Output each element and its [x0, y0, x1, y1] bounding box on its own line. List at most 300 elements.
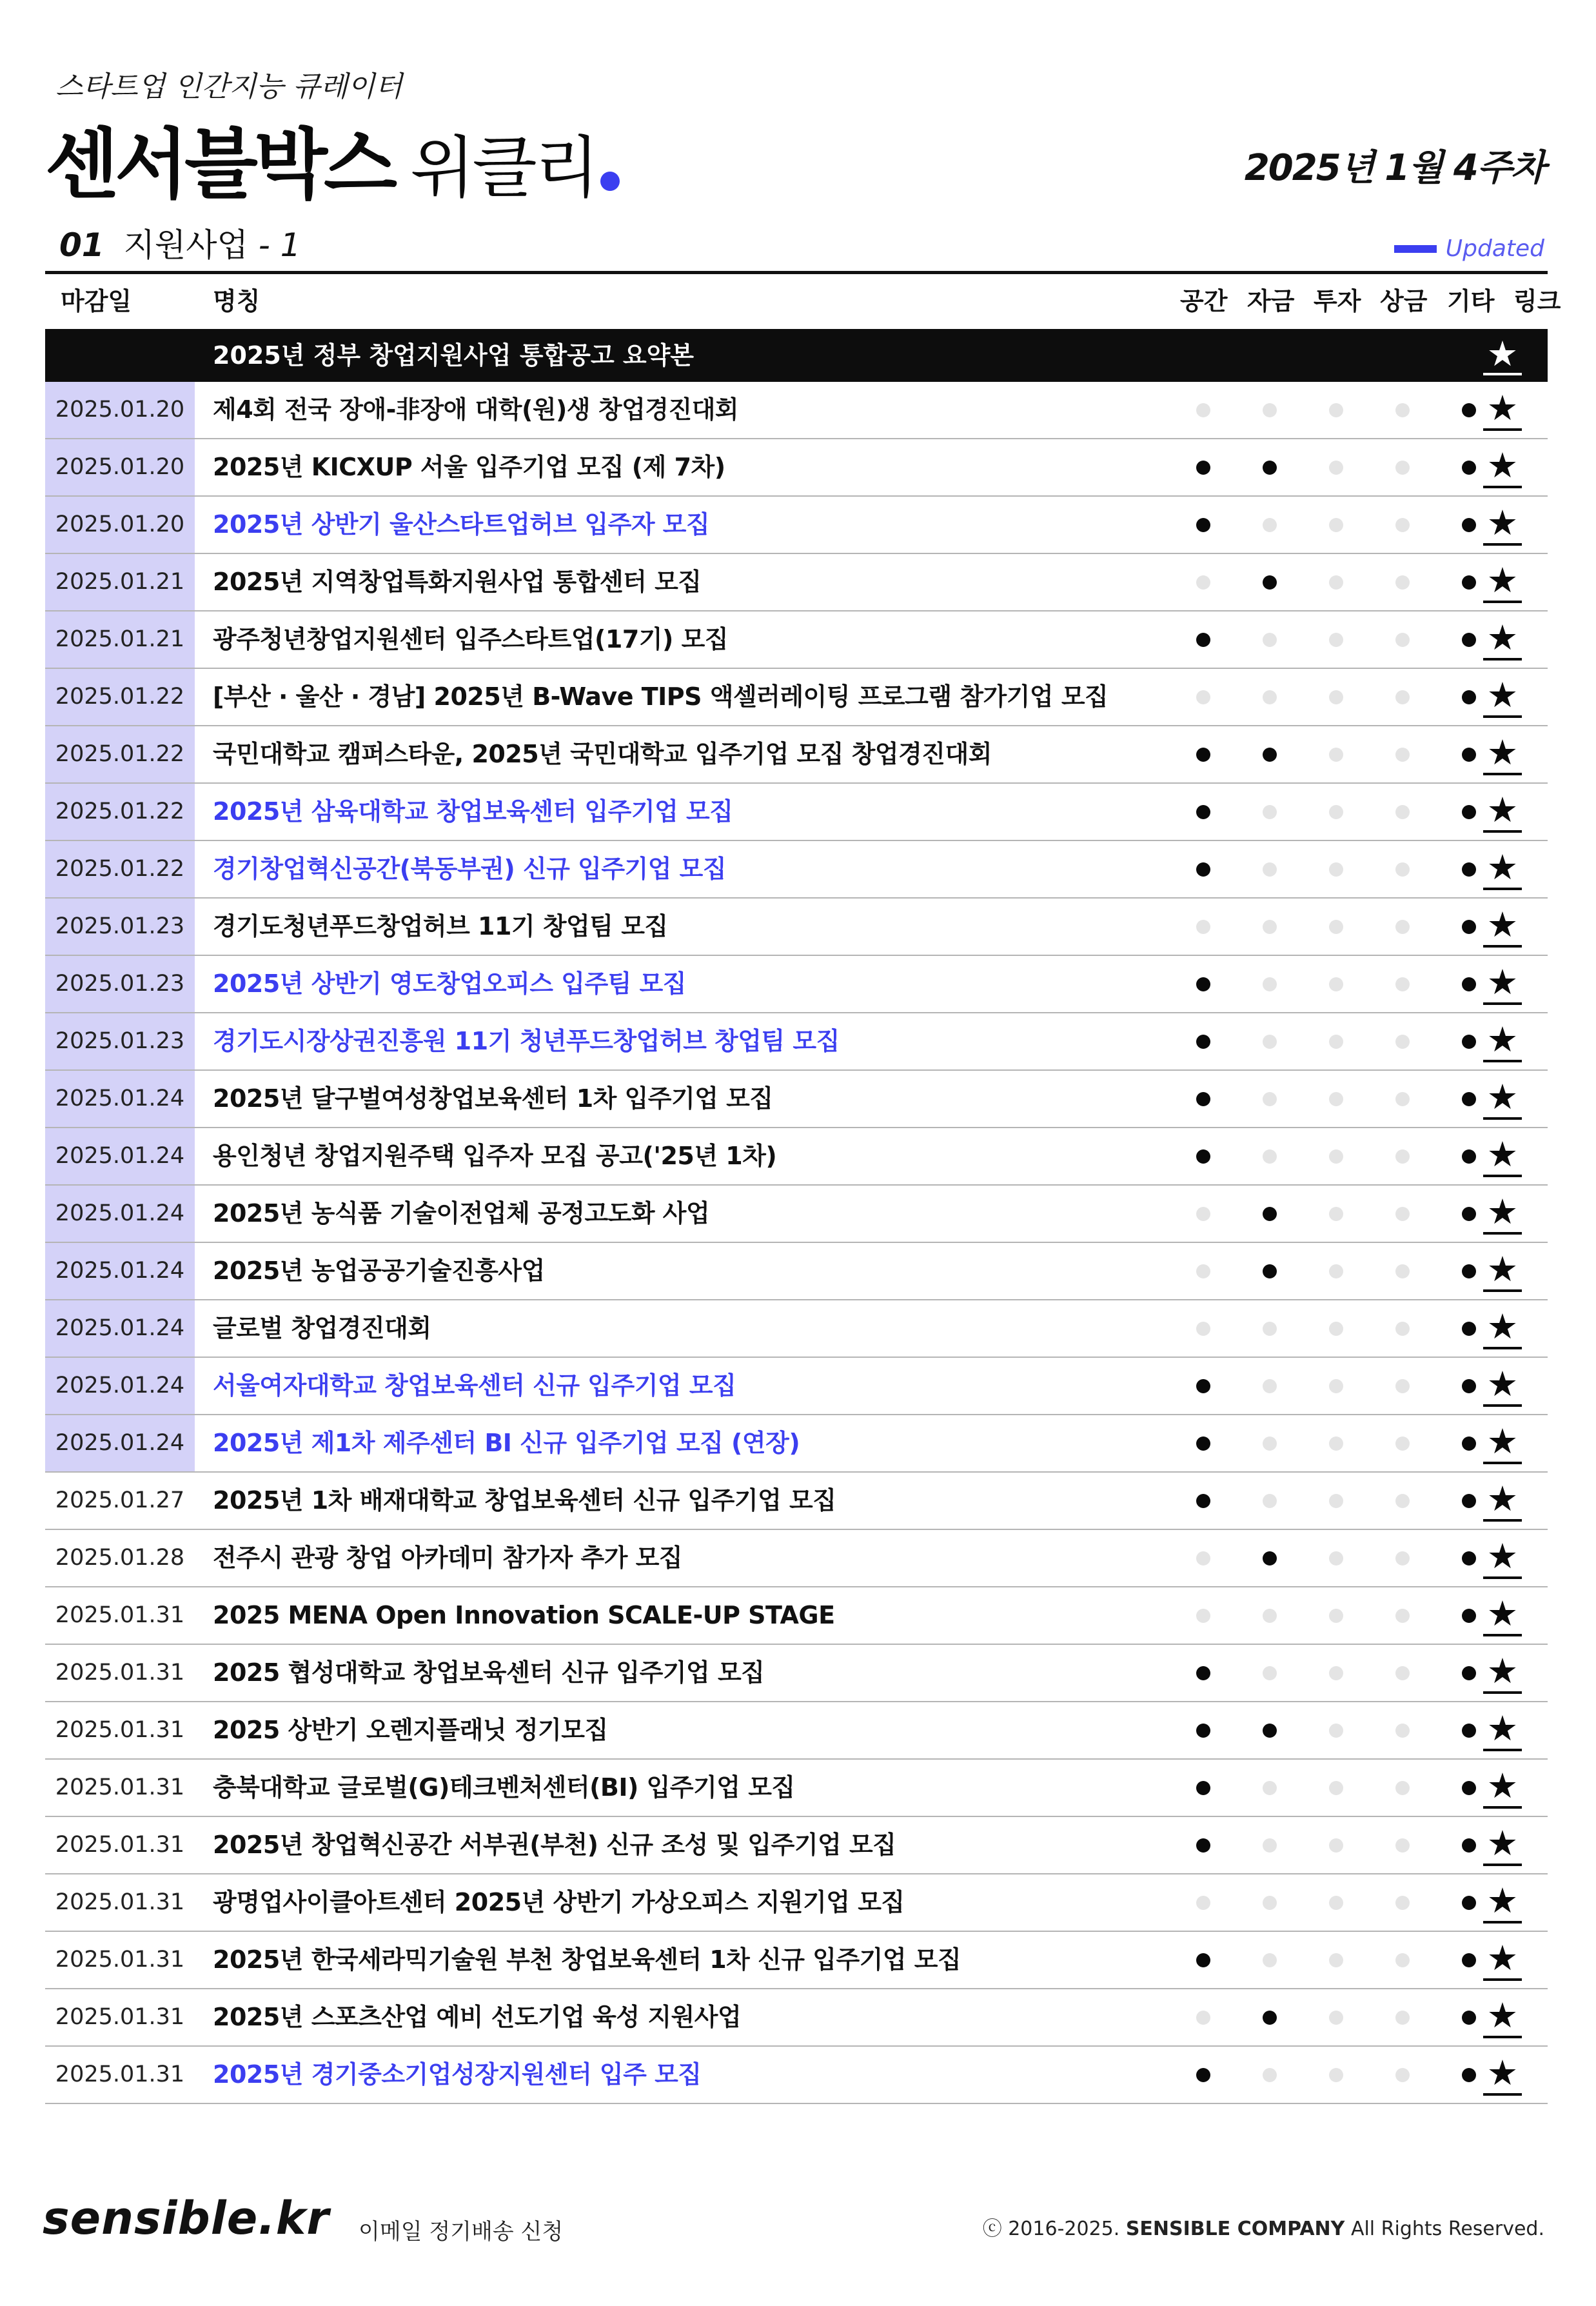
flag-space-off-icon [1196, 1264, 1210, 1278]
copyright [983, 2212, 1544, 2241]
row-name: 광주청년창업지원센터 입주스타트업(17기) 모집 [213, 625, 729, 653]
flag-fund-on-icon [1263, 1207, 1277, 1221]
flag-prize-off-icon [1395, 1322, 1410, 1336]
flag-etc-on-icon [1462, 403, 1476, 417]
link-star-icon[interactable]: ★ [1483, 2054, 1522, 2096]
row-name: 2025 MENA Open Innovation SCALE-UP STAGE [213, 1601, 835, 1629]
row-name: 용인청년 창업지원주택 입주자 모집 공고('25년 1차) [213, 1142, 777, 1170]
header-invest: 투자 [1314, 287, 1361, 315]
flag-fund-on-icon [1263, 461, 1277, 475]
row-name: 2025년 상반기 영도창업오피스 입주팀 모집 [213, 969, 687, 998]
flag-etc-on-icon [1462, 748, 1476, 762]
table-row [45, 1415, 1548, 1473]
table-row [45, 899, 1548, 956]
flag-prize-off-icon [1395, 1896, 1410, 1910]
flag-fund-off-icon [1263, 1322, 1277, 1336]
flag-invest-off-icon [1329, 518, 1343, 532]
table-row [45, 1645, 1548, 1702]
flag-etc-on-icon [1462, 1781, 1476, 1795]
flag-space-on-icon [1196, 748, 1210, 762]
table-row [45, 1587, 1548, 1645]
flag-etc-on-icon [1462, 2068, 1476, 2082]
flag-fund-off-icon [1263, 1035, 1277, 1049]
flag-invest-off-icon [1329, 2011, 1343, 2025]
row-deadline: 2025.01.23 [45, 956, 195, 1012]
flag-invest-off-icon [1329, 1149, 1343, 1164]
weekly-title: 위클리 [409, 128, 597, 207]
flag-prize-off-icon [1395, 1551, 1410, 1565]
footer-logo[interactable]: sensible.kr [43, 2192, 330, 2245]
flag-prize-off-icon [1395, 805, 1410, 819]
link-star-icon[interactable]: ★ [1483, 1308, 1522, 1349]
row-deadline: 2025.01.27 [55, 1487, 185, 1513]
link-star-icon[interactable]: ★ [1483, 619, 1522, 661]
flag-prize-off-icon [1395, 862, 1410, 877]
flag-prize-off-icon [1395, 2068, 1410, 2082]
flag-etc-on-icon [1462, 1838, 1476, 1853]
row-deadline: 2025.01.24 [45, 1071, 195, 1127]
flag-etc-on-icon [1462, 1149, 1476, 1164]
row-deadline: 2025.01.22 [45, 726, 195, 782]
table-row [45, 1817, 1548, 1874]
flag-prize-off-icon [1395, 1092, 1410, 1106]
header-etc: 기타 [1447, 287, 1495, 315]
row-name: 경기도청년푸드창업허브 11기 창업팀 모집 [213, 912, 668, 940]
table-row [45, 1530, 1548, 1587]
flag-invest-off-icon [1329, 690, 1343, 704]
link-star-icon[interactable]: ★ [1483, 1997, 1522, 2038]
summary-title: 2025년 정부 창업지원사업 통합공고 요약본 [213, 341, 695, 370]
flag-space-off-icon [1196, 2011, 1210, 2025]
flag-invest-off-icon [1329, 805, 1343, 819]
flag-etc-on-icon [1462, 1092, 1476, 1106]
row-deadline: 2025.01.31 [55, 1602, 185, 1628]
flag-prize-off-icon [1395, 1264, 1410, 1278]
flag-fund-off-icon [1263, 1092, 1277, 1106]
link-star-icon[interactable]: ★ [1483, 1423, 1522, 1464]
flag-invest-off-icon [1329, 1207, 1343, 1221]
flag-etc-on-icon [1462, 518, 1476, 532]
company-name: SENSIBLE COMPANY [1125, 2218, 1345, 2240]
flag-etc-on-icon [1462, 1724, 1476, 1738]
flag-invest-off-icon [1329, 2068, 1343, 2082]
updated-legend [1394, 235, 1544, 262]
header-deadline: 마감일 [61, 287, 132, 315]
flag-space-on-icon [1196, 633, 1210, 647]
flag-prize-off-icon [1395, 633, 1410, 647]
table-row [45, 841, 1548, 899]
flag-space-on-icon [1196, 1494, 1210, 1508]
flag-fund-on-icon [1263, 2011, 1277, 2025]
flag-space-on-icon [1196, 1092, 1210, 1106]
row-name: 2025 상반기 오렌지플래닛 정기모집 [213, 1716, 608, 1744]
flag-invest-off-icon [1329, 1953, 1343, 1967]
link-star-icon[interactable]: ★ [1483, 677, 1522, 718]
flag-etc-on-icon [1462, 1551, 1476, 1565]
week-label: 2025년 1월 4주차 [1244, 147, 1544, 189]
flag-invest-off-icon [1329, 1666, 1343, 1680]
flag-etc-on-icon [1462, 1207, 1476, 1221]
row-deadline: 2025.01.31 [55, 1774, 185, 1800]
header-name: 명칭 [213, 287, 261, 315]
table-row [45, 554, 1548, 611]
link-star-icon[interactable]: ★ [1483, 1882, 1522, 1923]
flag-invest-off-icon [1329, 1494, 1343, 1508]
updated-swatch-icon [1394, 245, 1437, 253]
row-deadline: 2025.01.23 [45, 1013, 195, 1069]
newsletter-title [45, 103, 620, 213]
flag-fund-on-icon [1263, 1551, 1277, 1565]
flag-invest-off-icon [1329, 1724, 1343, 1738]
row-deadline: 2025.01.22 [45, 784, 195, 840]
link-star-icon[interactable]: ★ [1483, 390, 1522, 431]
link-star-icon[interactable]: ★ [1483, 1136, 1522, 1177]
row-deadline: 2025.01.24 [45, 1300, 195, 1357]
row-deadline: 2025.01.24 [45, 1128, 195, 1184]
flag-space-on-icon [1196, 1953, 1210, 1967]
flag-invest-off-icon [1329, 1838, 1343, 1853]
flag-invest-off-icon [1329, 1379, 1343, 1393]
row-name: 2025년 지역창업특화지원사업 통합센터 모집 [213, 568, 702, 596]
flag-fund-off-icon [1263, 1609, 1277, 1623]
link-star-icon[interactable]: ★ [1483, 1940, 1522, 1981]
table-row [45, 784, 1548, 841]
flag-fund-off-icon [1263, 1666, 1277, 1680]
flag-fund-off-icon [1263, 518, 1277, 532]
flag-invest-off-icon [1329, 1436, 1343, 1451]
flag-space-on-icon [1196, 977, 1210, 991]
flag-prize-off-icon [1395, 461, 1410, 475]
flag-space-off-icon [1196, 1896, 1210, 1910]
link-star-icon[interactable]: ★ [1483, 1767, 1522, 1809]
flag-space-on-icon [1196, 805, 1210, 819]
flag-fund-off-icon [1263, 1379, 1277, 1393]
table-row [45, 497, 1548, 554]
updated-legend-label: Updated [1445, 235, 1544, 262]
flag-space-on-icon [1196, 461, 1210, 475]
link-star-icon[interactable]: ★ [1483, 1480, 1522, 1522]
flag-fund-off-icon [1263, 862, 1277, 877]
flag-prize-off-icon [1395, 518, 1410, 532]
flag-fund-off-icon [1263, 1494, 1277, 1508]
row-deadline: 2025.01.20 [45, 439, 195, 495]
section-heading [59, 219, 300, 266]
flag-prize-off-icon [1395, 690, 1410, 704]
row-name: 2025년 농식품 기술이전업체 공정고도화 사업 [213, 1199, 710, 1228]
link-star-icon[interactable]: ★ [1483, 849, 1522, 890]
summary-link-star-icon[interactable]: ★ [1483, 335, 1522, 375]
flag-fund-off-icon [1263, 977, 1277, 991]
flag-fund-off-icon [1263, 805, 1277, 819]
flag-prize-off-icon [1395, 1838, 1410, 1853]
flag-invest-off-icon [1329, 403, 1343, 417]
table-row [45, 1989, 1548, 2047]
table-row [45, 1760, 1548, 1817]
row-name: 2025 협성대학교 창업보육센터 신규 입주기업 모집 [213, 1658, 765, 1687]
flag-prize-off-icon [1395, 403, 1410, 417]
flag-space-on-icon [1196, 1724, 1210, 1738]
link-star-icon[interactable]: ★ [1483, 447, 1522, 488]
flag-fund-on-icon [1263, 1264, 1277, 1278]
flag-space-off-icon [1196, 1609, 1210, 1623]
link-star-icon[interactable]: ★ [1483, 1653, 1522, 1694]
row-name: 제4회 전국 장애-非장애 대학(원)생 창업경진대회 [213, 395, 739, 424]
flag-fund-off-icon [1263, 403, 1277, 417]
flag-space-off-icon [1196, 403, 1210, 417]
row-name: [부산 · 울산 · 경남] 2025년 B-Wave TIPS 액셀러레이팅 프로그램 참가기업 모집 [213, 682, 1108, 711]
flag-space-on-icon [1196, 862, 1210, 877]
link-star-icon[interactable]: ★ [1483, 1251, 1522, 1292]
flag-space-on-icon [1196, 1149, 1210, 1164]
table-row [45, 726, 1548, 784]
flag-invest-off-icon [1329, 748, 1343, 762]
table-row [45, 1071, 1548, 1128]
link-star-icon[interactable]: ★ [1483, 562, 1522, 603]
row-name: 2025년 창업혁신공간 서부권(부천) 신규 조성 및 입주기업 모집 [213, 1831, 896, 1859]
flag-prize-off-icon [1395, 1724, 1410, 1738]
row-name: 2025년 농업공공기술진흥사업 [213, 1257, 545, 1285]
row-deadline: 2025.01.24 [45, 1358, 195, 1414]
flag-space-off-icon [1196, 1322, 1210, 1336]
flag-etc-on-icon [1462, 920, 1476, 934]
link-star-icon[interactable]: ★ [1483, 1366, 1522, 1407]
header-subtitle: 스타트업 인간지능 큐레이터 [55, 70, 403, 103]
row-name: 2025년 달구벌여성창업보육센터 1차 입주기업 모집 [213, 1084, 773, 1113]
flag-invest-off-icon [1329, 1896, 1343, 1910]
table-row [45, 439, 1548, 497]
flag-etc-on-icon [1462, 805, 1476, 819]
row-name: 2025년 KICXUP 서울 입주기업 모집 (제 7차) [213, 453, 725, 481]
link-star-icon[interactable]: ★ [1483, 1825, 1522, 1866]
row-name: 2025년 삼육대학교 창업보육센터 입주기업 모집 [213, 797, 733, 826]
table-row [45, 1300, 1548, 1358]
table-row [45, 1128, 1548, 1186]
table-row [45, 1702, 1548, 1760]
table-row [45, 382, 1548, 439]
title-dot-icon [600, 172, 620, 191]
row-deadline: 2025.01.31 [55, 1947, 185, 1973]
link-star-icon[interactable]: ★ [1483, 791, 1522, 833]
flag-prize-off-icon [1395, 1609, 1410, 1623]
flag-etc-on-icon [1462, 862, 1476, 877]
table-row [45, 1186, 1548, 1243]
row-deadline: 2025.01.31 [55, 1660, 185, 1685]
flag-etc-on-icon [1462, 1322, 1476, 1336]
flag-etc-on-icon [1462, 461, 1476, 475]
row-name: 2025년 1차 배재대학교 창업보육센터 신규 입주기업 모집 [213, 1486, 836, 1515]
link-star-icon[interactable]: ★ [1483, 964, 1522, 1005]
flag-invest-off-icon [1329, 977, 1343, 991]
flag-prize-off-icon [1395, 1379, 1410, 1393]
flag-invest-off-icon [1329, 575, 1343, 590]
flag-etc-on-icon [1462, 1379, 1476, 1393]
link-star-icon[interactable]: ★ [1483, 906, 1522, 948]
row-deadline: 2025.01.28 [55, 1545, 185, 1571]
flag-space-off-icon [1196, 920, 1210, 934]
row-name: 2025년 한국세라믹기술원 부천 창업보육센터 1차 신규 입주기업 모집 [213, 1945, 961, 1974]
row-name: 2025년 경기중소기업성장지원센터 입주 모집 [213, 2060, 702, 2089]
row-deadline: 2025.01.21 [45, 611, 195, 668]
flag-space-on-icon [1196, 1436, 1210, 1451]
flag-prize-off-icon [1395, 1035, 1410, 1049]
flag-prize-off-icon [1395, 920, 1410, 934]
flag-space-on-icon [1196, 1666, 1210, 1680]
link-star-icon[interactable]: ★ [1483, 1595, 1522, 1636]
flag-fund-off-icon [1263, 920, 1277, 934]
flag-invest-off-icon [1329, 920, 1343, 934]
link-star-icon[interactable]: ★ [1483, 1021, 1522, 1062]
flag-fund-off-icon [1263, 690, 1277, 704]
flag-prize-off-icon [1395, 2011, 1410, 2025]
table-row [45, 1874, 1548, 1932]
link-star-icon[interactable]: ★ [1483, 504, 1522, 546]
row-deadline: 2025.01.31 [55, 1832, 185, 1858]
program-table [45, 382, 1548, 2104]
flag-prize-off-icon [1395, 575, 1410, 590]
flag-etc-on-icon [1462, 633, 1476, 647]
summary-row [45, 329, 1548, 382]
flag-fund-off-icon [1263, 1781, 1277, 1795]
flag-invest-off-icon [1329, 1609, 1343, 1623]
flag-prize-off-icon [1395, 1666, 1410, 1680]
row-name: 2025년 스포츠산업 예비 선도기업 육성 지원사업 [213, 2003, 742, 2031]
header-link: 링크 [1513, 287, 1561, 315]
flag-prize-off-icon [1395, 1781, 1410, 1795]
flag-space-off-icon [1196, 690, 1210, 704]
row-deadline: 2025.01.24 [45, 1415, 195, 1471]
flag-invest-off-icon [1329, 1035, 1343, 1049]
row-deadline: 2025.01.22 [45, 841, 195, 897]
flag-fund-on-icon [1263, 1724, 1277, 1738]
flag-etc-on-icon [1462, 1609, 1476, 1623]
flag-fund-on-icon [1263, 575, 1277, 590]
row-name: 2025년 제1차 제주센터 BI 신규 입주기업 모집 (연장) [213, 1429, 800, 1457]
flag-prize-off-icon [1395, 1953, 1410, 1967]
table-row [45, 1358, 1548, 1415]
flag-fund-off-icon [1263, 1436, 1277, 1451]
flag-fund-off-icon [1263, 1149, 1277, 1164]
flag-fund-off-icon [1263, 1896, 1277, 1910]
row-deadline: 2025.01.24 [45, 1186, 195, 1242]
row-name: 서울여자대학교 창업보육센터 신규 입주기업 모집 [213, 1371, 736, 1400]
flag-prize-off-icon [1395, 1207, 1410, 1221]
flag-fund-on-icon [1263, 748, 1277, 762]
table-row [45, 1473, 1548, 1530]
row-name: 충북대학교 글로벌(G)테크벤처센터(BI) 입주기업 모집 [213, 1773, 795, 1802]
link-star-icon[interactable]: ★ [1483, 1710, 1522, 1751]
flag-invest-off-icon [1329, 1322, 1343, 1336]
flag-fund-off-icon [1263, 2068, 1277, 2082]
table-row [45, 669, 1548, 726]
table-row [45, 1013, 1548, 1071]
flag-prize-off-icon [1395, 1494, 1410, 1508]
flag-space-off-icon [1196, 1551, 1210, 1565]
flag-etc-on-icon [1462, 1953, 1476, 1967]
row-deadline: 2025.01.21 [45, 554, 195, 610]
section-title: 지원사업 [123, 226, 248, 264]
table-row [45, 1243, 1548, 1300]
row-deadline: 2025.01.20 [45, 382, 195, 438]
row-deadline: 2025.01.31 [55, 2004, 185, 2030]
flag-space-on-icon [1196, 518, 1210, 532]
flag-invest-off-icon [1329, 1551, 1343, 1565]
flag-fund-off-icon [1263, 1953, 1277, 1967]
row-name: 광명업사이클아트센터 2025년 상반기 가상오피스 지원기업 모집 [213, 1888, 905, 1916]
flag-prize-off-icon [1395, 977, 1410, 991]
link-star-icon[interactable]: ★ [1483, 734, 1522, 775]
flag-space-on-icon [1196, 1379, 1210, 1393]
flag-etc-on-icon [1462, 1035, 1476, 1049]
flag-etc-on-icon [1462, 977, 1476, 991]
table-row [45, 2047, 1548, 2104]
flag-space-on-icon [1196, 1838, 1210, 1853]
flag-etc-on-icon [1462, 575, 1476, 590]
subscribe-link[interactable]: 이메일 정기배송 신청 [359, 2219, 564, 2245]
flag-etc-on-icon [1462, 1436, 1476, 1451]
flag-prize-off-icon [1395, 748, 1410, 762]
row-deadline: 2025.01.24 [45, 1243, 195, 1299]
row-name: 글로벌 창업경진대회 [213, 1314, 431, 1342]
flag-etc-on-icon [1462, 1264, 1476, 1278]
flag-space-off-icon [1196, 1207, 1210, 1221]
row-deadline: 2025.01.31 [55, 1889, 185, 1915]
row-deadline: 2025.01.23 [45, 899, 195, 955]
flag-etc-on-icon [1462, 2011, 1476, 2025]
link-star-icon[interactable]: ★ [1483, 1078, 1522, 1120]
flag-space-on-icon [1196, 1781, 1210, 1795]
flag-etc-on-icon [1462, 1666, 1476, 1680]
table-row [45, 1932, 1548, 1989]
row-deadline: 2025.01.31 [55, 2062, 185, 2087]
table-row [45, 611, 1548, 669]
header-fund: 자금 [1247, 287, 1295, 315]
flag-invest-off-icon [1329, 1264, 1343, 1278]
table-row [45, 956, 1548, 1013]
row-name: 전주시 관광 창업 아카데미 참가자 추가 모집 [213, 1544, 683, 1572]
flag-etc-on-icon [1462, 1896, 1476, 1910]
row-deadline: 2025.01.31 [55, 1717, 185, 1743]
row-name: 경기도시장상권진흥원 11기 청년푸드창업허브 창업팀 모집 [213, 1027, 840, 1055]
rights-text: All Rights Reserved. [1350, 2218, 1544, 2240]
row-name: 2025년 상반기 울산스타트업허브 입주자 모집 [213, 510, 710, 539]
flag-etc-on-icon [1462, 1494, 1476, 1508]
copyright-prefix: ⓒ 2016-2025. [982, 2218, 1120, 2240]
flag-fund-off-icon [1263, 1838, 1277, 1853]
flag-prize-off-icon [1395, 1436, 1410, 1451]
table-header [45, 274, 1561, 328]
flag-space-off-icon [1196, 575, 1210, 590]
section-number: 01 [59, 226, 104, 264]
row-name: 국민대학교 캠퍼스타운, 2025년 국민대학교 입주기업 모집 창업경진대회 [213, 740, 992, 768]
flag-invest-off-icon [1329, 461, 1343, 475]
flag-fund-off-icon [1263, 633, 1277, 647]
flag-prize-off-icon [1395, 1149, 1410, 1164]
row-name: 경기창업혁신공간(북동부권) 신규 입주기업 모집 [213, 855, 727, 883]
flag-invest-off-icon [1329, 1781, 1343, 1795]
link-star-icon[interactable]: ★ [1483, 1193, 1522, 1235]
link-star-icon[interactable]: ★ [1483, 1538, 1522, 1579]
flag-invest-off-icon [1329, 633, 1343, 647]
flag-space-on-icon [1196, 1035, 1210, 1049]
brand-title: 센서블박스 [45, 120, 393, 209]
flag-invest-off-icon [1329, 1092, 1343, 1106]
flag-space-on-icon [1196, 2068, 1210, 2082]
row-deadline: 2025.01.20 [45, 497, 195, 553]
flag-invest-off-icon [1329, 862, 1343, 877]
header-prize: 상금 [1380, 287, 1428, 315]
flag-etc-on-icon [1462, 690, 1476, 704]
header-space: 공간 [1180, 287, 1228, 315]
